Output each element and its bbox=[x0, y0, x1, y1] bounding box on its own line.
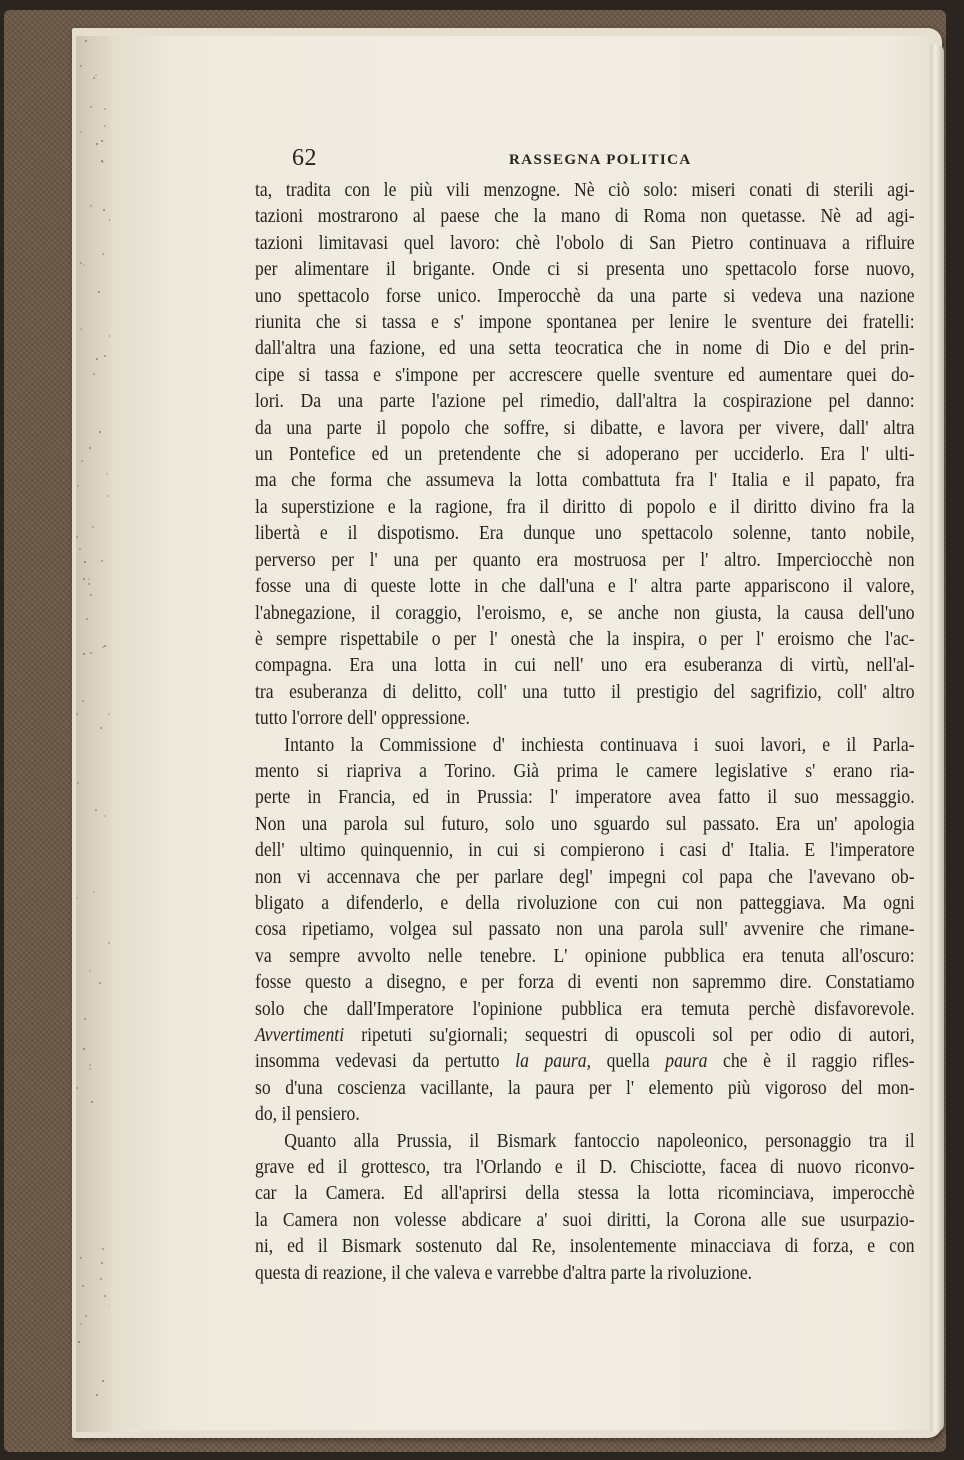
binding-speck bbox=[83, 264, 85, 266]
text-line bbox=[255, 705, 915, 731]
text-line bbox=[255, 732, 915, 758]
binding-speck bbox=[103, 209, 105, 211]
binding-speck bbox=[100, 727, 102, 729]
line-text: do, il pensiero. bbox=[255, 1103, 360, 1126]
binding-speck bbox=[77, 485, 79, 487]
binding-speck bbox=[80, 328, 82, 330]
binding-speck bbox=[89, 970, 91, 972]
running-head: RASSEGNA POLITICA bbox=[509, 152, 692, 168]
line-text: perte in Francia, ed in Prussia: l' imperatore avea fatto il suo messaggio. bbox=[255, 786, 915, 809]
text-line bbox=[255, 520, 915, 546]
text-line bbox=[255, 1048, 915, 1074]
body-text bbox=[255, 177, 915, 1286]
binding-speck bbox=[104, 355, 106, 357]
line-text: è sempre rispettabile o per l' onestà che la inspira, o per l' eroismo che l'ac- bbox=[255, 627, 915, 650]
text-line bbox=[255, 784, 915, 810]
text-line bbox=[255, 1101, 915, 1127]
binding-speck bbox=[104, 125, 106, 127]
binding-speck bbox=[96, 1394, 98, 1396]
binding-speck bbox=[91, 1101, 93, 1103]
binding-speck bbox=[83, 653, 85, 655]
binding-speck bbox=[77, 782, 79, 784]
binding-speck bbox=[99, 431, 101, 433]
line-text: car la Camera. Ed all'aprirsi della stessa la lotta ricominciava, imperocchè bbox=[255, 1182, 915, 1205]
binding-speck bbox=[89, 1064, 91, 1066]
text-line bbox=[255, 1128, 915, 1154]
text-line bbox=[255, 309, 915, 335]
line-text: che è il raggio rifles- bbox=[707, 1050, 915, 1073]
binding-speck bbox=[90, 594, 92, 596]
binding-speck bbox=[86, 618, 88, 620]
text-line bbox=[255, 415, 915, 441]
text-line bbox=[255, 1022, 915, 1048]
binding-speck bbox=[88, 578, 90, 580]
text-line bbox=[255, 626, 915, 652]
line-text: per alimentare il brigante. Onde ci si presenta uno spettacolo forse nuovo, bbox=[255, 258, 915, 281]
text-line bbox=[255, 203, 915, 229]
binding-speck bbox=[106, 473, 108, 475]
line-text: fosse una di queste lotte in che dall'una e l' altra parte appariscono il valore, bbox=[255, 575, 915, 598]
binding-speck bbox=[85, 40, 87, 42]
line-text: cosa ripetiamo, volgea sul passato non una parola sull' avvenire che rimane- bbox=[255, 918, 915, 941]
text-line bbox=[255, 1233, 915, 1259]
line-text: tra esuberanza di delitto, coll' una tutto il prestigio del sagrifizio, coll' altro bbox=[255, 680, 915, 703]
binding-speck bbox=[76, 713, 78, 715]
binding-speck bbox=[90, 205, 92, 207]
line-text: fosse questo a disegno, e per forza di eventi non sapremmo dire. Constatiamo bbox=[255, 971, 915, 994]
line-text: un Pontefice ed un pretendente che si adoperano per ucciderlo. Era l' ulti- bbox=[255, 443, 915, 466]
binding-speck bbox=[80, 1323, 82, 1325]
line-text: da una parte il popolo che soffre, si dibatte, e lavora per vivere, dall' altra bbox=[255, 416, 915, 439]
line-text: Quanto alla Prussia, il Bismark fantoccio napoleonico, personaggio tra il bbox=[284, 1129, 915, 1152]
binding-speck bbox=[84, 1018, 86, 1020]
binding-speck bbox=[79, 548, 81, 550]
line-text: grave ed il grottesco, tra l'Orlando e il D. Chisciotte, facea di nuovo riconvo- bbox=[255, 1156, 915, 1179]
binding-speck bbox=[83, 578, 85, 580]
binding-speck bbox=[92, 526, 94, 528]
binding-speck bbox=[95, 74, 97, 76]
text-line bbox=[255, 600, 915, 626]
binding-speck bbox=[99, 982, 101, 984]
line-text: tazioni mostrarono al paese che la mano di Roma non quetasse. Nè ad agi- bbox=[255, 205, 915, 228]
binding-speck bbox=[76, 536, 78, 538]
text-line bbox=[255, 1260, 915, 1286]
text-line bbox=[255, 177, 915, 203]
binding-speck bbox=[102, 1380, 104, 1382]
line-text: Non una parola sul futuro, solo uno sguardo sul passato. Era un' apologia bbox=[255, 812, 915, 835]
text-line bbox=[255, 1180, 915, 1206]
line-text: dell' ultimo quinquennio, in cui si compierono i casi d' Italia. E l'imperatore bbox=[255, 839, 915, 862]
binding-speck bbox=[81, 460, 83, 462]
line-text: tutto l'orrore dell' oppressione. bbox=[255, 707, 470, 730]
text-line bbox=[255, 996, 915, 1022]
text-line bbox=[255, 362, 915, 388]
binding-speck bbox=[96, 358, 98, 360]
binding-speck bbox=[80, 262, 82, 264]
text-line bbox=[255, 1154, 915, 1180]
binding-speck bbox=[88, 583, 90, 585]
line-text: insomma vedevasi da pertutto bbox=[255, 1050, 516, 1073]
binding-speck bbox=[107, 495, 109, 497]
text-line bbox=[255, 388, 915, 414]
line-text: ma che forma che assumeva la lotta combattuta fra l' Italia e il papato, fra bbox=[255, 469, 915, 492]
binding-speck bbox=[101, 160, 103, 162]
binding-speck bbox=[101, 1262, 103, 1264]
binding-speck bbox=[82, 700, 84, 702]
binding-speck bbox=[93, 373, 95, 375]
binding-speck bbox=[90, 652, 92, 654]
text-line bbox=[255, 494, 915, 520]
line-text: cipe si tassa e s'impone per accrescere quelle sventure ed aumentare quei do- bbox=[255, 363, 915, 386]
line-text: uno spettacolo forse unico. Imperocchè da una parte si vedeva una nazione bbox=[255, 284, 915, 307]
binding-speck bbox=[80, 65, 82, 67]
page-header bbox=[292, 145, 930, 175]
line-text: questa di reazione, il che valeva e varrebbe d'altra parte la rivoluzione. bbox=[255, 1261, 753, 1284]
text-line bbox=[255, 441, 915, 467]
binding-speck bbox=[76, 1087, 78, 1089]
line-text: solo che dall'Imperatore l'opinione pubblica era temuta perchè disfavorevole. bbox=[255, 997, 915, 1020]
binding-speck bbox=[104, 645, 106, 647]
text-line bbox=[255, 467, 915, 493]
binding-speck bbox=[80, 131, 82, 133]
text-line bbox=[255, 652, 915, 678]
text-line bbox=[255, 864, 915, 890]
binding-speck bbox=[104, 1295, 106, 1297]
text-line bbox=[255, 230, 915, 256]
line-text: lori. Da una parte l'azione pel rimedio, dall'altra la cospirazione pel danno: bbox=[255, 390, 915, 413]
binding-speck bbox=[100, 1278, 102, 1280]
text-line bbox=[255, 758, 915, 784]
binding-speck bbox=[80, 1257, 82, 1259]
binding-speck bbox=[76, 897, 78, 899]
binding-speck bbox=[89, 447, 91, 449]
italic-word: paura bbox=[665, 1050, 708, 1073]
line-text: ni, ed il Bismark sostenuto dal Re, insolentemente minacciava di forza, e con bbox=[255, 1235, 915, 1258]
line-text: ta, tradita con le più vili menzogne. Nè ciò solo: miseri conati di sterili agi- bbox=[255, 179, 915, 201]
text-line bbox=[255, 969, 915, 995]
binding-speck bbox=[93, 77, 95, 79]
text-line bbox=[255, 679, 915, 705]
binding-speck bbox=[101, 560, 103, 562]
text-line bbox=[255, 573, 915, 599]
line-text: libertà e il dispotismo. Era dunque uno spettacolo solenne, tanto nobile, bbox=[255, 522, 915, 545]
italic-word: la paura, bbox=[515, 1050, 592, 1073]
binding-speck bbox=[89, 1068, 91, 1070]
line-text: Intanto la Commissione d' inchiesta continuava i suoi lavori, e il Parla- bbox=[284, 733, 915, 756]
text-line bbox=[255, 943, 915, 969]
binding-speck bbox=[98, 291, 100, 293]
text-line bbox=[255, 1207, 915, 1233]
line-text: va sempre avvolto nelle tenebre. L' opinione pubblica era tenuta all'oscuro: bbox=[255, 944, 915, 967]
line-text: so d'una coscienza vacillante, la paura per l' elemento più vigoroso del mon- bbox=[255, 1076, 915, 1099]
binding-speck bbox=[101, 140, 103, 142]
binding-speck bbox=[104, 815, 106, 817]
line-text: riunita che si tassa e s' impone spontanea per lenire le sventure dei fratelli: bbox=[255, 311, 915, 334]
binding-speck bbox=[90, 106, 92, 108]
line-text: non vi accennava che per parlare degl' impegni col papa che l'avevano ob- bbox=[255, 865, 915, 888]
text-line bbox=[255, 916, 915, 942]
line-text: bligato a difenderlo, e della rivoluzione con cui non patteggiava. Ma ogni bbox=[255, 891, 915, 914]
binding-speck bbox=[82, 1285, 84, 1287]
line-text: la superstizione e la ragione, fra il diritto di popolo e il diritto divino fra la bbox=[255, 495, 915, 518]
page-number: 62 bbox=[292, 145, 317, 171]
text-line bbox=[255, 547, 915, 573]
text-line bbox=[255, 890, 915, 916]
binding-speck bbox=[93, 891, 95, 893]
line-text: mento si riapriva a Torino. Già prima le camere legislative s' erano ria- bbox=[255, 759, 915, 782]
text-line bbox=[255, 283, 915, 309]
binding-speck bbox=[96, 143, 98, 145]
line-text: quella bbox=[591, 1050, 666, 1073]
page-fore-edge bbox=[930, 44, 944, 1432]
text-line bbox=[255, 811, 915, 837]
line-text: ripetuti su'giornali; sequestri di opuscoli sol per odio di autori, bbox=[344, 1024, 915, 1046]
line-text: compagna. Era una lotta in cui nell' uno era esuberanza di virtù, nell'al- bbox=[255, 654, 915, 677]
line-text: tazioni limitavasi quel lavoro: chè l'obolo di San Pietro continuava a rifluire bbox=[255, 231, 915, 254]
binding-speck bbox=[102, 253, 104, 255]
text-line bbox=[255, 335, 915, 361]
binding-speck bbox=[102, 1248, 104, 1250]
binding-speck bbox=[95, 809, 97, 811]
text-line bbox=[255, 256, 915, 282]
text-line bbox=[255, 837, 915, 863]
binding-speck bbox=[78, 1341, 80, 1343]
binding-speck bbox=[85, 1315, 87, 1317]
line-text: la Camera non volesse abdicare a' suoi diritti, la Corona alle sue usurpazio- bbox=[255, 1208, 915, 1231]
italic-word: Avvertimenti bbox=[255, 1024, 345, 1046]
line-text: l'abnegazione, il coraggio, l'eroismo, e, se anche non giusta, la causa dell'uno bbox=[255, 601, 915, 624]
binding-speck bbox=[83, 1048, 85, 1050]
line-text: perverso per l' una per quanto era mostruosa per l' altro. Imperciocchè non bbox=[255, 548, 915, 571]
text-line bbox=[255, 1075, 915, 1101]
line-text: dall'altra una fazione, ed una setta teocratica che in nome di Dio e del prin- bbox=[255, 337, 915, 360]
binding-speck bbox=[104, 108, 106, 110]
binding-speck bbox=[84, 561, 86, 563]
binding-speck bbox=[102, 646, 104, 648]
